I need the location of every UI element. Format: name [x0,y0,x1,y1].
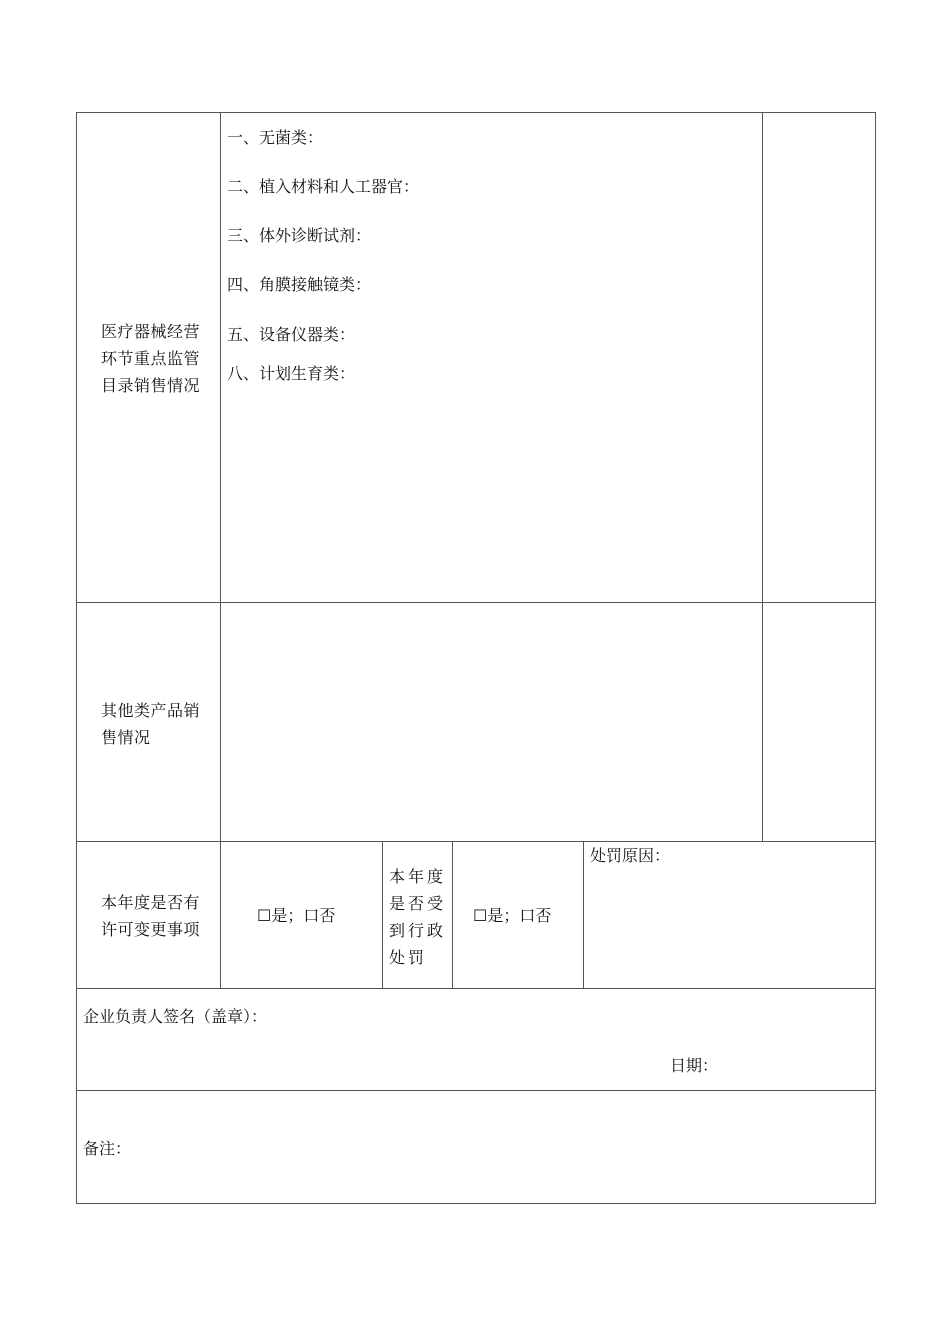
label-line: 本年度 [389,867,447,886]
label-line: 到行政 [389,921,447,940]
other-products-label [101,697,200,751]
penalty-reason-cell[interactable] [584,842,876,989]
penalty-reason-label: 处罚原因： [590,846,671,865]
penalty-label-cell [383,842,453,989]
key-catalog-label [101,318,200,399]
license-change-label [101,889,200,943]
label-line: 处罚 [389,948,428,967]
label-line: 目录销售情况 [101,376,201,395]
remarks-cell[interactable] [77,1091,876,1204]
key-catalog-content-cell [221,113,763,603]
label-line: 环节重点监管 [101,349,201,368]
category-item-equipment: 五、设备仪器类： [227,325,356,344]
label-line: 是否受 [389,894,447,913]
other-products-label-cell [77,603,221,842]
report-form-table [76,112,876,1204]
category-item-family-planning: 八、计划生育类： [227,364,356,383]
category-item-contact-lens: 四、角膜接触镜类： [227,275,372,294]
label-line: 许可变更事项 [101,920,201,939]
license-change-options-cell[interactable] [221,842,383,989]
license-change-options[interactable]: ☐是；口否 [257,906,336,925]
other-products-content-cell [221,603,763,842]
signature-cell[interactable] [77,989,876,1091]
label-line: 本年度是否有 [101,893,201,912]
penalty-label [389,863,446,971]
label-line: 其他类产品销 [101,701,201,720]
label-line: 医疗器械经营 [101,322,201,341]
signature-label: 企业负责人签名（盖章）： [83,1007,268,1026]
category-item-ivd: 三、体外诊断试剂： [227,226,372,245]
penalty-options[interactable]: ☐是；口否 [473,906,552,925]
other-products-extra-cell [763,603,876,842]
remarks-label: 备注： [83,1139,132,1158]
license-change-label-cell [77,842,221,989]
key-catalog-extra-cell [763,113,876,603]
label-line: 售情况 [101,728,151,747]
category-item-implant: 二、植入材料和人工器官： [227,177,420,196]
key-catalog-label-cell [77,113,221,603]
category-item-sterile: 一、无菌类： [227,128,324,147]
penalty-options-cell[interactable] [453,842,584,989]
date-label: 日期： [670,1056,719,1075]
